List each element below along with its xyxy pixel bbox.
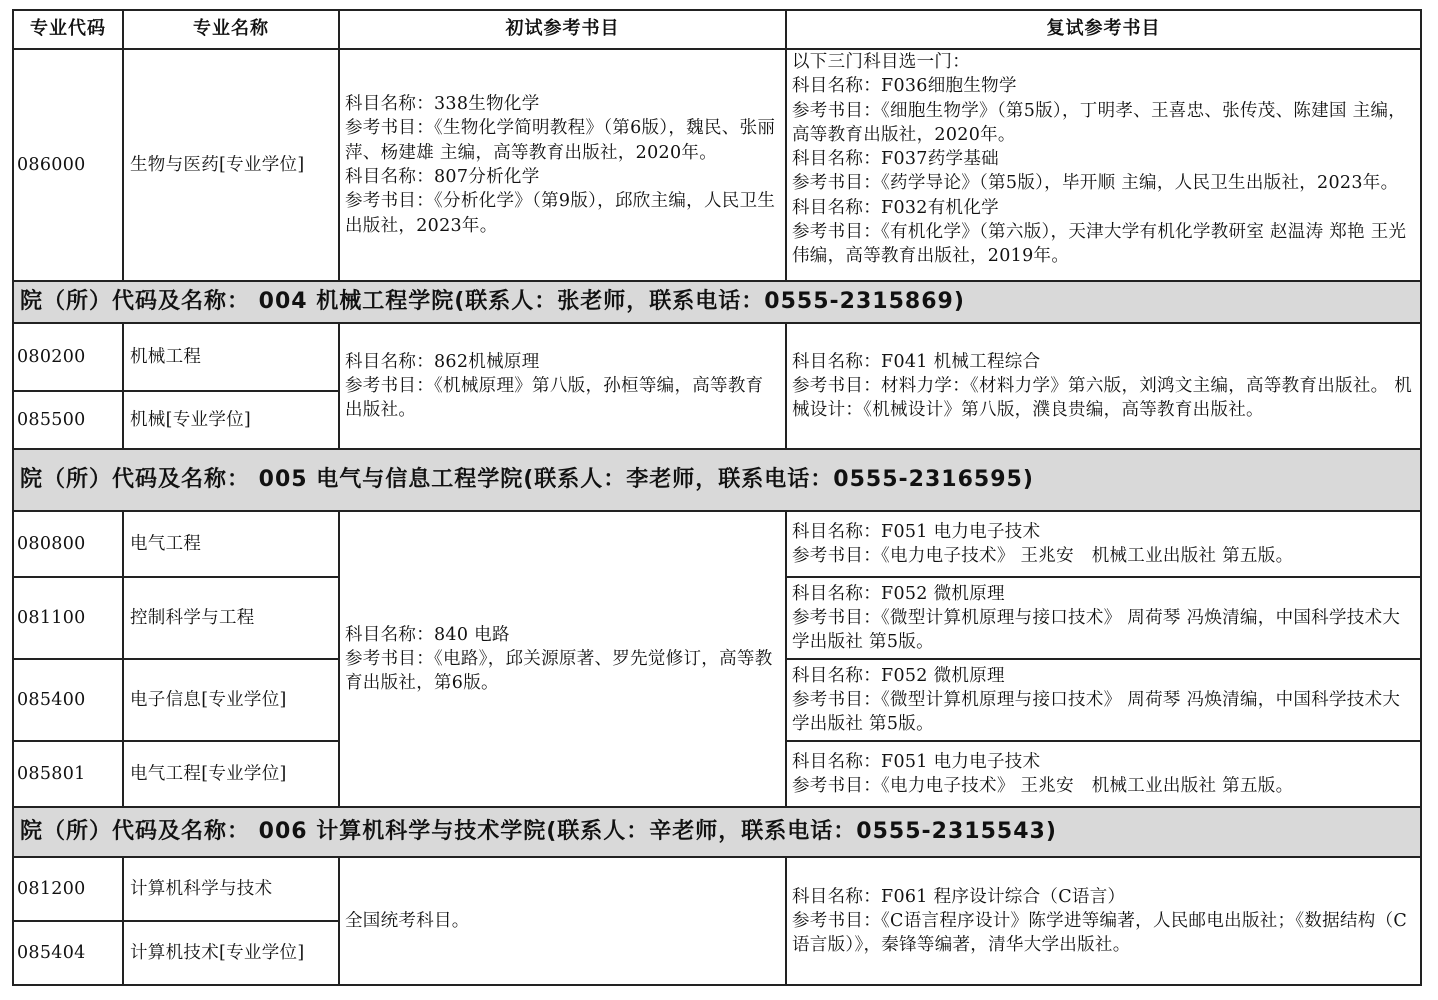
retest-books [786,577,1421,659]
retest-line: 科目名称：F037药学基础 [792,149,999,170]
retest-books [786,857,1421,985]
retest-books [786,659,1421,741]
major-name: 机械工程 [123,323,339,391]
major-code: 085500 [13,391,123,449]
retest-line: 科目名称：F061 程序设计综合（C语言） [792,886,1126,907]
retest-line: 参考书目：《细胞生物学》（第5版），丁明孝、王喜忠、张传茂、陈建国 主编，高等教育出版社，2020年。 [792,100,1407,145]
prelim-line: 科目名称：840 电路 [345,624,510,645]
prelim-line: 科目名称：807分析化学 [345,167,540,187]
major-name: 电气工程 [123,511,339,577]
major-code: 085801 [13,741,123,807]
retest-line: 参考书目：《微型计算机原理与接口技术》 周荷琴 冯焕清编，中国科学技术大学出版社 第5版。 [792,689,1401,735]
retest-line: 科目名称：F051 电力电子技术 [792,521,1041,542]
prelim-books [339,49,786,281]
department-title: 院（所）代码及名称： 005 电气与信息工程学院(联系人：李老师，联系电话：0555-2316595) [13,449,1421,511]
retest-line: 参考书目：《电力电子技术》 王兆安 机械工业出版社 第五版。 [792,546,1294,566]
retest-line: 科目名称：F036细胞生物学 [792,76,1017,97]
retest-line: 参考书目：《C语言程序设计》陈学进等编著，人民邮电出版社；《数据结构（C语言版）》，秦锋等编著，清华大学出版社。 [792,910,1408,956]
prelim-line: 参考书目：《电路》，邱关源原著、罗先觉修订，高等教育出版社，第6版。 [345,648,773,694]
major-name: 计算机技术[专业学位] [123,921,339,985]
major-code: 081200 [13,857,123,921]
catalog-table [12,9,1422,986]
retest-books [786,49,1421,281]
department-row [13,807,1421,857]
major-code: 085400 [13,659,123,741]
department-title: 院（所）代码及名称： 006 计算机科学与技术学院(联系人：辛老师，联系电话：0555-2315543) [13,807,1421,857]
retest-line: 参考书目：《微型计算机原理与接口技术》 周荷琴 冯焕清编，中国科学技术大学出版社 第5版。 [792,607,1401,653]
prelim-line: 科目名称：338生物化学 [345,94,540,115]
table-row [13,323,1421,391]
retest-line: 科目名称：F052 微机原理 [792,583,1005,604]
prelim-line: 参考书目：《生物化学简明教程》（第6版），魏民、张丽萍、杨建雄 主编，高等教育出版社，2020年。 [345,118,776,163]
department-title: 院（所）代码及名称： 004 机械工程学院(联系人：张老师，联系电话：0555-2315869) [13,281,1421,323]
major-name: 机械[专业学位] [123,391,339,449]
major-code: 085404 [13,921,123,985]
retest-line: 以下三门科目选一门： [792,52,970,72]
major-code: 081100 [13,577,123,659]
header-name: 专业名称 [123,10,339,49]
department-row [13,449,1421,511]
table-row [13,511,1421,577]
header-row [13,10,1421,49]
retest-books [786,323,1421,449]
header-retest: 复试参考书目 [786,10,1421,49]
prelim-line: 科目名称：862机械原理 [345,351,540,372]
retest-line: 参考书目：《电力电子技术》 王兆安 机械工业出版社 第五版。 [792,776,1294,796]
retest-line: 参考书目：《药学导论》（第5版），毕开顺 主编，人民卫生出版社，2023年。 [792,173,1399,194]
prelim-books: 全国统考科目。 [339,857,786,985]
major-name: 计算机科学与技术 [123,857,339,921]
header-code: 专业代码 [13,10,123,49]
major-name: 控制科学与工程 [123,577,339,659]
department-row [13,281,1421,323]
retest-books [786,511,1421,577]
prelim-line: 参考书目：《分析化学》（第9版），邱欣主编，人民卫生出版社，2023年。 [345,191,776,236]
major-code: 080200 [13,323,123,391]
header-prelim: 初试参考书目 [339,10,786,49]
retest-line: 参考书目：材料力学：《材料力学》第六版，刘鸿文主编，高等教育出版社。 机械设计：《机械设计》第八版，濮良贵编，高等教育出版社。 [792,375,1413,421]
major-name: 生物与医药[专业学位] [123,49,339,281]
prelim-books [339,323,786,449]
prelim-line: 参考书目：《机械原理》第八版，孙桓等编，高等教育出版社。 [345,375,764,421]
table-row [13,857,1421,921]
retest-line: 科目名称：F032有机化学 [792,197,999,218]
table-row [13,49,1421,281]
prelim-books [339,511,786,807]
retest-line: 科目名称：F051 电力电子技术 [792,751,1041,772]
major-name: 电子信息[专业学位] [123,659,339,741]
retest-books [786,741,1421,807]
retest-line: 科目名称：F052 微机原理 [792,665,1005,686]
retest-line: 科目名称：F041 机械工程综合 [792,351,1041,372]
major-name: 电气工程[专业学位] [123,741,339,807]
major-code: 086000 [13,49,123,281]
retest-line: 参考书目：《有机化学》（第六版），天津大学有机化学教研室 赵温涛 郑艳 王光伟编，高等教育出版社，2019年。 [792,222,1407,267]
major-code: 080800 [13,511,123,577]
